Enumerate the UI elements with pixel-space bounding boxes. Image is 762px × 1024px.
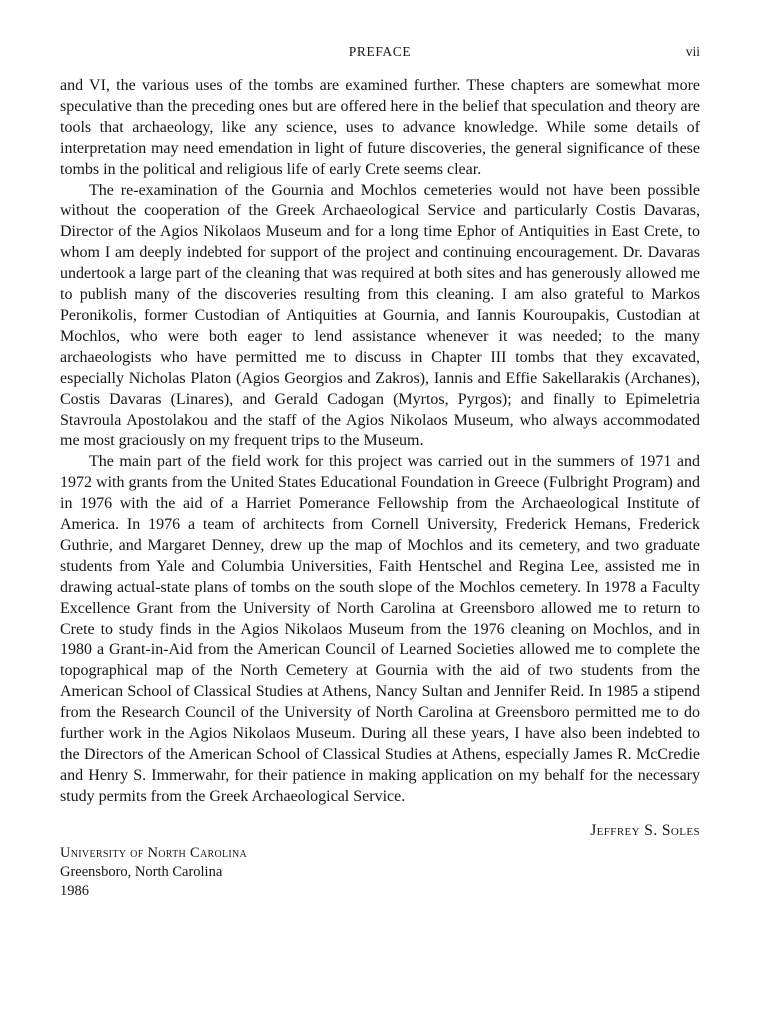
paragraph-acknowledgements-service: The re-examination of the Gournia and Mochlos cemeteries would not have been possible without the cooperation of the Greek Archaeological Service and particularly Costis Davaras, Director of the Agios Nikolaos Museum and for a long time Ephor of Antiquities in East Crete, to whom I am deeply indebted for support of the project and continuing encouragement. Dr. Davaras undertook a large part of the cleaning that was required at both sites and has generously allowed me to publish many of the discoveries resulting from this cleaning. I am also grateful to Markos Peronikolis, former Custodian of Antiquities at Gournia, and Iannis Kouroupakis, Custodian at Mochlos, who were both eager to lend assistance whenever it was needed; to the many archaeologists who have permitted me to discuss in Chapter III tombs that they excavated, especially Nicholas Platon (Agios Georgios and Zakros), Iannis and Effie Sakellarakis (Archanes), Costis Davaras (Linares), and Gerald Cadogan (Myrtos, Pyrgos); and finally to Epimeletria Stavroula Apostolakou and the staff of the Agios Nikolaos Museum, who always accommodated me most graciously on my frequent trips to the Museum. bbox=[60, 181, 700, 450]
author-affiliation bbox=[60, 844, 700, 901]
affiliation-institution: University of North Carolina bbox=[60, 844, 248, 861]
affiliation-city: Greensboro, North Carolina bbox=[60, 863, 223, 880]
paragraph-continuation: and VI, the various uses of the tombs are examined further. These chapters are somewhat more speculative than the preceding ones but are offered here in the belief that speculation and theory are tools that archaeology, like any science, uses to advance knowledge. While some details of interpretation may need emendation in light of future discoveries, the general significance of these tombs in the political and religious life of early Crete seems clear. bbox=[60, 77, 700, 178]
preface-body bbox=[60, 76, 700, 808]
running-head-title: PREFACE bbox=[348, 44, 412, 59]
affiliation-year: 1986 bbox=[60, 882, 89, 899]
paragraph-acknowledgements-funding: The main part of the field work for this project was carried out in the summers of 1971 and 1972 with grants from the United States Educational Foundation in Greece (Fulbright Program) and in 1976 with the aid of a Harriet Pomerance Fellowship from the Archaeological Institute of America. In 1976 a team of architects from Cornell University, Frederick Hemans, Frederick Guthrie, and Margaret Denney, drew up the map of Mochlos and its cemetery, and two graduate students from Yale and Columbia Universities, Faith Hentschel and Regina Lee, assisted me in drawing actual-state plans of tombs on the south slope of the Mochlos cemetery. In 1978 a Faculty Excellence Grant from the University of North Carolina at Greensboro allowed me to return to Crete to study finds in the Agios Nikolaos Museum from the 1976 cleaning on Mochlos, and in 1980 a Grant-in-Aid from the American Council of Learned Societies allowed me to complete the topographical map of the North Cemetery at Gournia with the aid of two students from the American School of Classical Studies at Athens, Nancy Sultan and Jennifer Reid. In 1985 a stipend from the Research Council of the University of North Carolina at Greensboro permitted me to do further work in the Agios Nikolaos Museum. During all these years, I have also been indebted to the Directors of the American School of Classical Studies at Athens, especially James R. McCredie and Henry S. Immerwahr, for their patience in making application on my behalf for the necessary study permits from the Greek Archaeological Service. bbox=[60, 453, 700, 805]
author-signature: Jeffrey S. Soles bbox=[590, 821, 700, 839]
document-page bbox=[60, 44, 700, 901]
page-number: vii bbox=[685, 44, 700, 59]
running-head bbox=[60, 44, 700, 64]
